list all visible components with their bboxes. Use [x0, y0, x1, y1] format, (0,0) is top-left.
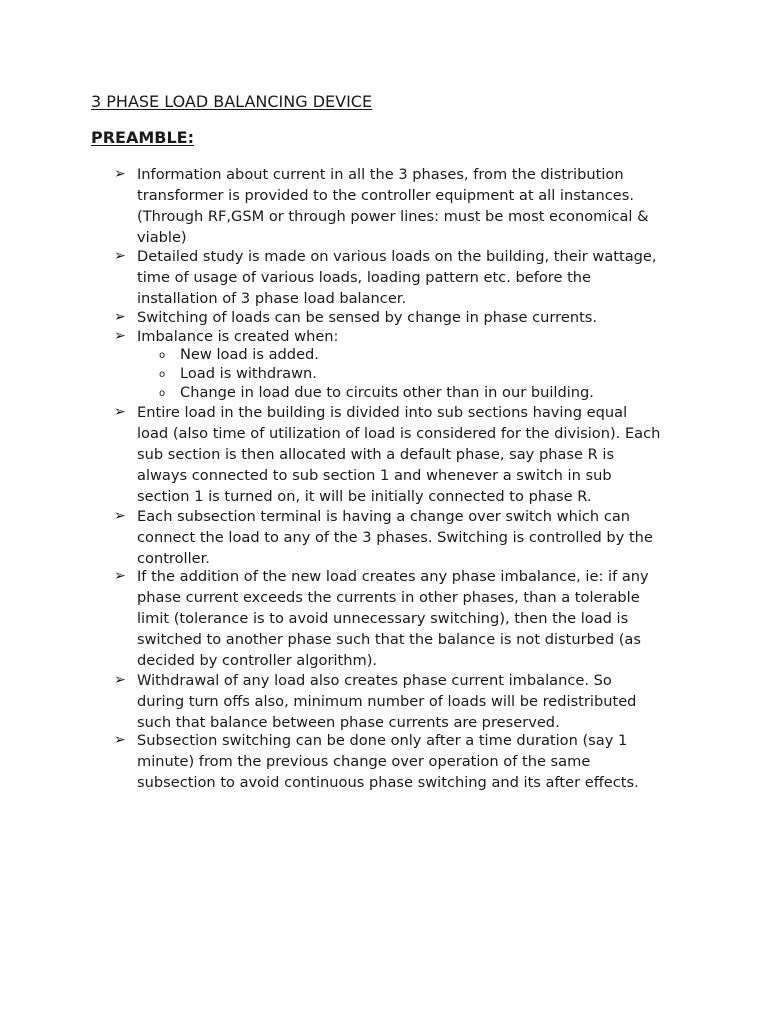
bullet-line: If the addition of the new load creates any phase imbalance, ie: if any: [137, 568, 649, 585]
arrow-bullet-icon: ➢: [114, 309, 126, 325]
bullet-line: Each subsection terminal is having a change over switch which can: [137, 508, 631, 525]
bullet-line: section 1 is turned on, it will be initially connected to phase R.: [137, 488, 592, 505]
arrow-bullet-icon: ➢: [114, 404, 126, 420]
bullet-line: minute) from the previous change over operation of the same: [137, 753, 591, 770]
arrow-bullet-icon: ➢: [114, 568, 126, 584]
bullet-line: subsection to avoid continuous phase switching and its after effects.: [137, 774, 639, 791]
sub-bullet-text: Load is withdrawn.: [180, 365, 317, 382]
bullet-line: installation of 3 phase load balancer.: [137, 290, 407, 307]
bullet-text: [137, 307, 687, 328]
arrow-bullet-icon: ➢: [114, 166, 126, 182]
arrow-bullet-icon: ➢: [114, 328, 126, 344]
bullet-line: decided by controller algorithm).: [137, 652, 378, 669]
bullet-text: [137, 402, 687, 507]
bullet-line: load (also time of utilization of load is considered for the division). Each: [137, 425, 661, 442]
circle-bullet-icon: o: [159, 369, 166, 380]
bullet-line: Information about current in all the 3 phases, from the distribution: [137, 166, 624, 183]
sub-bullet-text: Change in load due to circuits other than in our building.: [180, 384, 594, 401]
bullet-text: [137, 730, 687, 793]
bullet-line: connect the load to any of the 3 phases. Switching is controlled by the: [137, 529, 653, 546]
circle-bullet-icon: o: [159, 350, 166, 361]
bullet-line: Entire load in the building is divided into sub sections having equal: [137, 404, 628, 421]
bullet-line: switched to another phase such that the balance is not disturbed (as: [137, 631, 641, 648]
bullet-line: Withdrawal of any load also creates phase current imbalance. So: [137, 672, 612, 689]
bullet-text: [137, 246, 687, 309]
bullet-line: during turn offs also, minimum number of loads will be redistributed: [137, 693, 637, 710]
bullet-text: [137, 164, 687, 248]
bullet-line: always connected to sub section 1 and whenever a switch in sub: [137, 467, 612, 484]
arrow-bullet-icon: ➢: [114, 248, 126, 264]
bullet-line: controller.: [137, 550, 210, 567]
bullet-line: Detailed study is made on various loads on the building, their wattage,: [137, 248, 657, 265]
bullet-line: time of usage of various loads, loading pattern etc. before the: [137, 269, 592, 286]
bullet-line: Imbalance is created when:: [137, 328, 339, 345]
bullet-text: [137, 566, 687, 671]
bullet-line: such that balance between phase currents are preserved.: [137, 714, 560, 731]
sub-bullet-text: New load is added.: [180, 346, 319, 363]
bullet-line: (Through RF,GSM or through power lines: must be most economical &: [137, 208, 649, 225]
bullet-text: [137, 670, 687, 733]
section-heading: PREAMBLE:: [91, 128, 194, 147]
bullet-line: sub section is then allocated with a default phase, say phase R is: [137, 446, 615, 463]
bullet-line: Switching of loads can be sensed by change in phase currents.: [137, 309, 598, 326]
document-title: 3 PHASE LOAD BALANCING DEVICE: [91, 92, 373, 111]
arrow-bullet-icon: ➢: [114, 508, 126, 524]
bullet-text: [137, 326, 687, 347]
arrow-bullet-icon: ➢: [114, 732, 126, 748]
bullet-line: viable): [137, 229, 187, 246]
bullet-line: phase current exceeds the currents in other phases, than a tolerable: [137, 589, 640, 606]
bullet-line: limit (tolerance is to avoid unnecessary switching), then the load is: [137, 610, 629, 627]
circle-bullet-icon: o: [159, 388, 166, 399]
bullet-line: transformer is provided to the controller equipment at all instances.: [137, 187, 634, 204]
bullet-line: Subsection switching can be done only after a time duration (say 1: [137, 732, 628, 749]
arrow-bullet-icon: ➢: [114, 672, 126, 688]
bullet-text: [137, 506, 687, 569]
